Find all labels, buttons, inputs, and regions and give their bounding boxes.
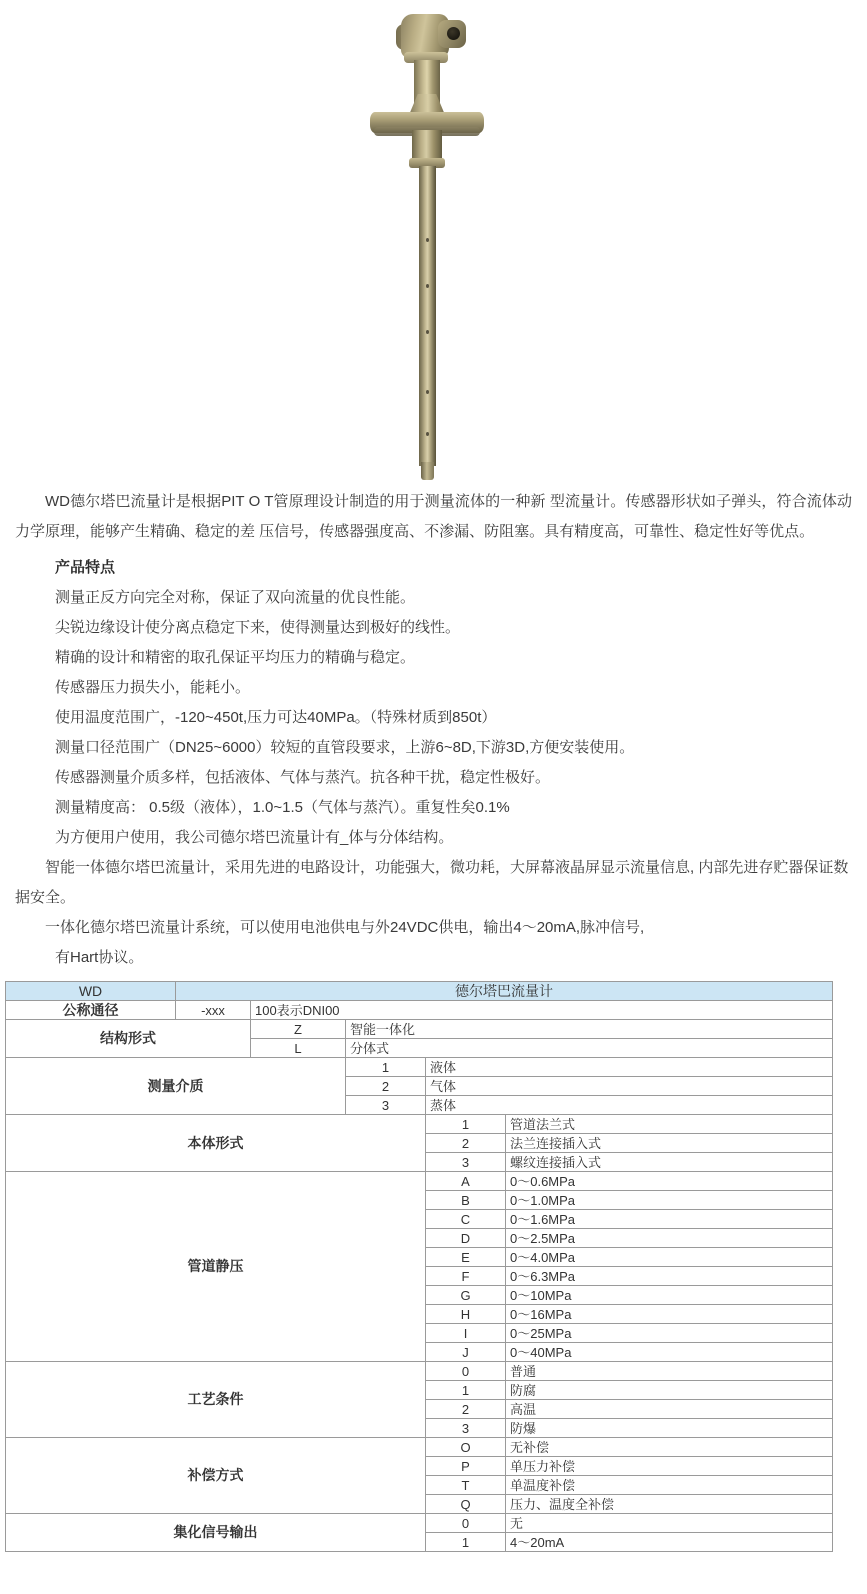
spec-code: H: [426, 1305, 506, 1324]
product-image: [0, 0, 867, 487]
probe-stem: [419, 166, 436, 466]
spec-description: 0～0.6MPa: [506, 1172, 833, 1191]
closing-paragraph: 智能一体德尔塔巴流量计，采用先进的电路设计，功能强大，微功耗，大屏幕液晶屏显示流量信息, 内部先进存贮器保证数据安全。: [15, 859, 849, 906]
spec-description: 0～1.0MPa: [506, 1191, 833, 1210]
spec-code: 2: [426, 1134, 506, 1153]
spec-description: 0～10MPa: [506, 1286, 833, 1305]
feature-item: 精确的设计和精密的取孔保证平均压力的精确与稳定。: [55, 649, 416, 666]
spec-description: 单温度补偿: [506, 1476, 833, 1495]
spec-code: G: [426, 1286, 506, 1305]
spec-description: 智能一体化: [346, 1020, 833, 1039]
spec-code: P: [426, 1457, 506, 1476]
table-row: [6, 1438, 833, 1457]
spec-description: 高温: [506, 1400, 833, 1419]
table-row: [6, 1362, 833, 1381]
spec-code: F: [426, 1267, 506, 1286]
spec-description: 分体式: [346, 1039, 833, 1058]
spec-description: 气体: [426, 1077, 833, 1096]
spec-code: C: [426, 1210, 506, 1229]
flow-meter-illustration: [0, 0, 867, 487]
specification-table-wrap: [0, 973, 867, 1552]
article-content: [0, 487, 867, 973]
model-selection-table: [5, 981, 833, 1552]
feature-item: 使用温度范围广，-120~450t,压力可达40MPa。（特殊材质到850t）: [55, 709, 497, 726]
table-row: [6, 1001, 833, 1020]
spec-code: 3: [426, 1419, 506, 1438]
probe-sensing-hole: [426, 238, 429, 242]
feature-item: 传感器压力损失小，能耗小。: [55, 679, 251, 696]
spec-description: 0～25MPa: [506, 1324, 833, 1343]
spec-code: Q: [426, 1495, 506, 1514]
spec-category: 结构形式: [6, 1020, 251, 1058]
spec-description: 单压力补偿: [506, 1457, 833, 1476]
spec-code: L: [251, 1039, 346, 1058]
spec-description: 0～40MPa: [506, 1343, 833, 1362]
spec-description: 螺纹连接插入式: [506, 1153, 833, 1172]
spec-code: 1: [426, 1115, 506, 1134]
spec-code: 3: [346, 1096, 426, 1115]
probe-tip: [421, 462, 434, 480]
spec-description: 管道法兰式: [506, 1115, 833, 1134]
probe-sensing-hole: [426, 284, 429, 288]
spec-code: D: [426, 1229, 506, 1248]
spec-code: 1: [426, 1381, 506, 1400]
feature-item: 传感器测量介质多样，包括液体、气体与蒸汽。抗各种干扰，稳定性极好。: [55, 769, 551, 786]
table-row: [6, 1514, 833, 1533]
spec-category: 本体形式: [6, 1115, 426, 1172]
spec-description: 0～1.6MPa: [506, 1210, 833, 1229]
spec-code: -xxx: [176, 1001, 251, 1020]
intro-paragraph: WD德尔塔巴流量计是根据PIT O T管原理设计制造的用于测量流体的一种新 型流量计。传感器形状如子弹头，符合流体动力学原理，能够产生精确、稳定的差 压信号，传感器强度高、不渗漏、防阻塞。具有精度高，可靠性、稳定性好等优点。: [15, 493, 852, 540]
spec-description: 液体: [426, 1058, 833, 1077]
spec-description: 无: [506, 1514, 833, 1533]
features-heading: 产品特点: [55, 559, 116, 576]
spec-description: 4～20mA: [506, 1533, 833, 1552]
feature-item: 为方便用户使用，我公司德尔塔巴流量计有_体与分体结构。: [55, 829, 454, 846]
spec-code: B: [426, 1191, 506, 1210]
spec-code: 3: [426, 1153, 506, 1172]
table-row: [6, 982, 833, 1001]
spec-code: T: [426, 1476, 506, 1495]
spec-category: 测量介质: [6, 1058, 346, 1115]
spec-description: 法兰连接插入式: [506, 1134, 833, 1153]
closing-paragraph: 有Hart协议。: [55, 949, 144, 966]
junction-port-hole-icon: [447, 27, 460, 40]
spec-code: A: [426, 1172, 506, 1191]
spec-code: 2: [346, 1077, 426, 1096]
spec-code: I: [426, 1324, 506, 1343]
spec-description: 压力、温度全补偿: [506, 1495, 833, 1514]
spec-category: 工艺条件: [6, 1362, 426, 1438]
spec-description: 无补偿: [506, 1438, 833, 1457]
spec-description: 0～2.5MPa: [506, 1229, 833, 1248]
spec-description: 防爆: [506, 1419, 833, 1438]
feature-item: 尖锐边缘设计使分离点稳定下来，使得测量达到极好的线性。: [55, 619, 461, 636]
spec-description: 0～6.3MPa: [506, 1267, 833, 1286]
spec-category: 补偿方式: [6, 1438, 426, 1514]
spec-description: 蒸体: [426, 1096, 833, 1115]
feature-item: 测量精度高： 0.5级（液体），1.0~1.5（气体与蒸汽）。重复性矣0.1%: [55, 799, 510, 816]
feature-item: 测量口径范围广（DN25~6000）较短的直管段要求，上游6~8D,下游3D,方便安装使用。: [55, 739, 635, 756]
model-code-header: WD: [6, 982, 176, 1001]
spec-code: J: [426, 1343, 506, 1362]
spec-code: 1: [426, 1533, 506, 1552]
spec-category: 集化信号输出: [6, 1514, 426, 1552]
probe-sensing-hole: [426, 390, 429, 394]
spec-description: 普通: [506, 1362, 833, 1381]
closing-paragraph: 一体化德尔塔巴流量计系统，可以使用电池供电与外24VDC供电，输出4～20mA,脉冲信号,: [45, 919, 645, 936]
probe-sensing-hole: [426, 432, 429, 436]
model-name-header: 德尔塔巴流量计: [176, 982, 833, 1001]
table-row: [6, 1020, 833, 1039]
spec-code: Z: [251, 1020, 346, 1039]
spec-code: 1: [346, 1058, 426, 1077]
probe-sensing-hole: [426, 330, 429, 334]
spec-description: 0～4.0MPa: [506, 1248, 833, 1267]
table-row: [6, 1172, 833, 1191]
table-row: [6, 1115, 833, 1134]
spec-code: 2: [426, 1400, 506, 1419]
spec-description: 0～16MPa: [506, 1305, 833, 1324]
spec-category: 管道静压: [6, 1172, 426, 1362]
spec-category: 公称通径: [6, 1001, 176, 1020]
spec-code: 0: [426, 1362, 506, 1381]
spec-code: E: [426, 1248, 506, 1267]
table-row: [6, 1058, 833, 1077]
feature-item: 测量正反方向完全对称，保证了双向流量的优良性能。: [55, 589, 416, 606]
spec-description: 100表示DNI00: [251, 1001, 833, 1020]
spec-code: 0: [426, 1514, 506, 1533]
spec-description: 防腐: [506, 1381, 833, 1400]
spec-code: O: [426, 1438, 506, 1457]
